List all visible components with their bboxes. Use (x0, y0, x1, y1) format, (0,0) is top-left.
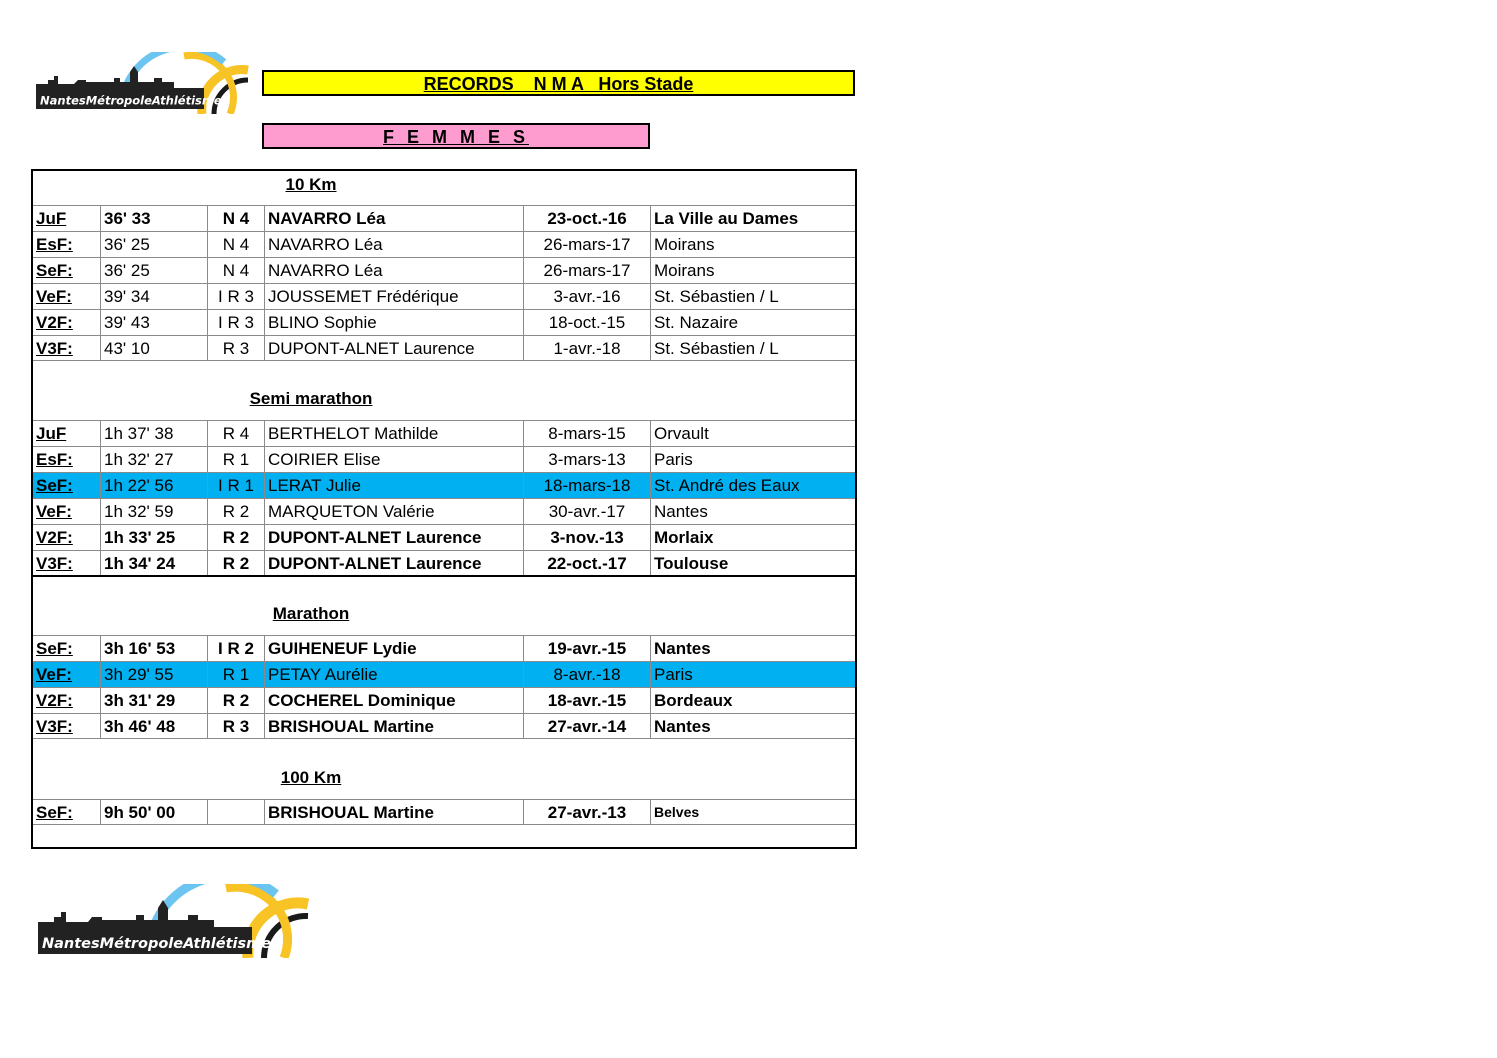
place-cell: Paris (650, 447, 855, 472)
athlete-cell: BRISHOUAL Martine (264, 800, 523, 825)
table-row (33, 205, 855, 231)
date-cell: 18-avr.-15 (523, 688, 650, 713)
place-cell: Nantes (650, 499, 855, 524)
date-cell: 23-oct.-16 (523, 206, 650, 231)
level-cell: R 1 (207, 662, 264, 687)
category-cell: V3F: (36, 339, 73, 358)
category-cell: EsF: (36, 235, 73, 254)
divider (33, 360, 855, 361)
place-cell: Nantes (650, 714, 855, 739)
table-row (33, 257, 855, 283)
category-cell: V2F: (36, 691, 73, 710)
category-cell: JuF (36, 209, 67, 228)
level-cell: N 4 (207, 232, 264, 257)
athlete-cell: DUPONT-ALNET Laurence (264, 336, 523, 361)
divider (33, 575, 855, 577)
nma-logo-icon (34, 52, 256, 114)
date-cell: 27-avr.-13 (523, 800, 650, 825)
time-cell: 3h 31' 29 (100, 688, 207, 713)
place-cell: St. André des Eaux (650, 473, 855, 498)
place-cell: Moirans (650, 258, 855, 283)
level-cell: I R 1 (207, 473, 264, 498)
time-cell: 3h 16' 53 (100, 636, 207, 661)
level-cell: R 3 (207, 336, 264, 361)
table-row (33, 283, 855, 309)
category-cell: JuF (36, 424, 67, 443)
place-cell: Nantes (650, 636, 855, 661)
divider (33, 824, 855, 825)
athlete-cell: BERTHELOT Mathilde (264, 421, 523, 446)
table-row (33, 309, 855, 335)
category-cell: VeF: (36, 287, 72, 306)
category-cell: V3F: (36, 554, 73, 573)
table-row-highlighted (33, 472, 855, 498)
time-cell: 1h 33' 25 (100, 525, 207, 550)
date-cell: 26-mars-17 (523, 232, 650, 257)
category-cell: V3F: (36, 717, 73, 736)
athlete-cell: NAVARRO Léa (264, 258, 523, 283)
level-cell: R 4 (207, 421, 264, 446)
athlete-cell: LERAT Julie (264, 473, 523, 498)
table-row (33, 420, 855, 446)
date-cell: 8-mars-15 (523, 421, 650, 446)
place-cell: St. Nazaire (650, 310, 855, 335)
date-cell: 19-avr.-15 (523, 636, 650, 661)
table-row (33, 713, 855, 739)
level-cell: R 2 (207, 688, 264, 713)
athlete-cell: JOUSSEMET Frédérique (264, 284, 523, 309)
section-title-10km: 10 Km (285, 175, 337, 194)
athlete-cell: COIRIER Elise (264, 447, 523, 472)
time-cell: 1h 32' 27 (100, 447, 207, 472)
athlete-cell: DUPONT-ALNET Laurence (264, 551, 523, 576)
nma-logo-icon (36, 884, 318, 958)
time-cell: 36' 33 (100, 206, 207, 231)
table-row (33, 635, 855, 661)
category-cell: SeF: (36, 803, 73, 822)
time-cell: 3h 46' 48 (100, 714, 207, 739)
nma-logo-top (34, 52, 256, 114)
athlete-cell: PETAY Aurélie (264, 662, 523, 687)
level-cell: N 4 (207, 258, 264, 283)
svg-text:NantesMétropoleAthlétisme: NantesMétropoleAthlétisme (40, 93, 222, 108)
table-row (33, 498, 855, 524)
page-title: RECORDS N M A Hors Stade (262, 70, 855, 96)
table-row (33, 231, 855, 257)
date-cell: 3-nov.-13 (523, 525, 650, 550)
level-cell: R 2 (207, 525, 264, 550)
table-row (33, 446, 855, 472)
date-cell: 26-mars-17 (523, 258, 650, 283)
category-cell: VeF: (36, 502, 72, 521)
date-cell: 1-avr.-18 (523, 336, 650, 361)
section-title-100km: 100 Km (280, 768, 342, 787)
time-cell: 1h 34' 24 (100, 551, 207, 576)
time-cell: 9h 50' 00 (100, 800, 207, 825)
category-cell: V2F: (36, 313, 73, 332)
category-cell: SeF: (36, 639, 73, 658)
athlete-cell: MARQUETON Valérie (264, 499, 523, 524)
table-row (33, 524, 855, 550)
date-cell: 3-mars-13 (523, 447, 650, 472)
time-cell: 43' 10 (100, 336, 207, 361)
time-cell: 1h 22' 56 (100, 473, 207, 498)
place-cell: St. Sébastien / L (650, 284, 855, 309)
place-cell: Moirans (650, 232, 855, 257)
time-cell: 1h 32' 59 (100, 499, 207, 524)
category-cell: SeF: (36, 476, 73, 495)
athlete-cell: NAVARRO Léa (264, 232, 523, 257)
date-cell: 27-avr.-14 (523, 714, 650, 739)
time-cell: 36' 25 (100, 258, 207, 283)
place-cell: Toulouse (650, 551, 855, 576)
table-row (33, 799, 855, 825)
level-cell (207, 800, 264, 825)
divider (33, 738, 855, 739)
place-cell: La Ville au Dames (650, 206, 855, 231)
table-row (33, 335, 855, 361)
place-cell: Belves (650, 800, 855, 825)
section-title-semi-marathon: Semi marathon (249, 389, 373, 408)
date-cell: 18-oct.-15 (523, 310, 650, 335)
date-cell: 3-avr.-16 (523, 284, 650, 309)
level-cell: R 2 (207, 499, 264, 524)
level-cell: I R 2 (207, 636, 264, 661)
level-cell: I R 3 (207, 310, 264, 335)
athlete-cell: BLINO Sophie (264, 310, 523, 335)
place-cell: Bordeaux (650, 688, 855, 713)
level-cell: I R 3 (207, 284, 264, 309)
nma-logo-bottom (36, 884, 318, 958)
date-cell: 18-mars-18 (523, 473, 650, 498)
athlete-cell: GUIHENEUF Lydie (264, 636, 523, 661)
athlete-cell: COCHEREL Dominique (264, 688, 523, 713)
time-cell: 3h 29' 55 (100, 662, 207, 687)
level-cell: R 2 (207, 551, 264, 576)
date-cell: 22-oct.-17 (523, 551, 650, 576)
athlete-cell: DUPONT-ALNET Laurence (264, 525, 523, 550)
place-cell: Morlaix (650, 525, 855, 550)
category-cell: EsF: (36, 450, 73, 469)
section-title-marathon: Marathon (272, 604, 350, 623)
date-cell: 8-avr.-18 (523, 662, 650, 687)
time-cell: 39' 34 (100, 284, 207, 309)
table-row-highlighted (33, 661, 855, 687)
table-row (33, 550, 855, 576)
svg-text:NantesMétropoleAthlétisme: NantesMétropoleAthlétisme (42, 936, 272, 952)
athlete-cell: NAVARRO Léa (264, 206, 523, 231)
time-cell: 39' 43 (100, 310, 207, 335)
level-cell: N 4 (207, 206, 264, 231)
table-row (33, 687, 855, 713)
time-cell: 1h 37' 38 (100, 421, 207, 446)
category-cell: VeF: (36, 665, 72, 684)
time-cell: 36' 25 (100, 232, 207, 257)
category-cell: SeF: (36, 261, 73, 280)
level-cell: R 3 (207, 714, 264, 739)
place-cell: Orvault (650, 421, 855, 446)
category-title: F E M M E S (262, 123, 650, 149)
level-cell: R 1 (207, 447, 264, 472)
category-cell: V2F: (36, 528, 73, 547)
place-cell: St. Sébastien / L (650, 336, 855, 361)
athlete-cell: BRISHOUAL Martine (264, 714, 523, 739)
records-table (31, 169, 857, 849)
date-cell: 30-avr.-17 (523, 499, 650, 524)
place-cell: Paris (650, 662, 855, 687)
